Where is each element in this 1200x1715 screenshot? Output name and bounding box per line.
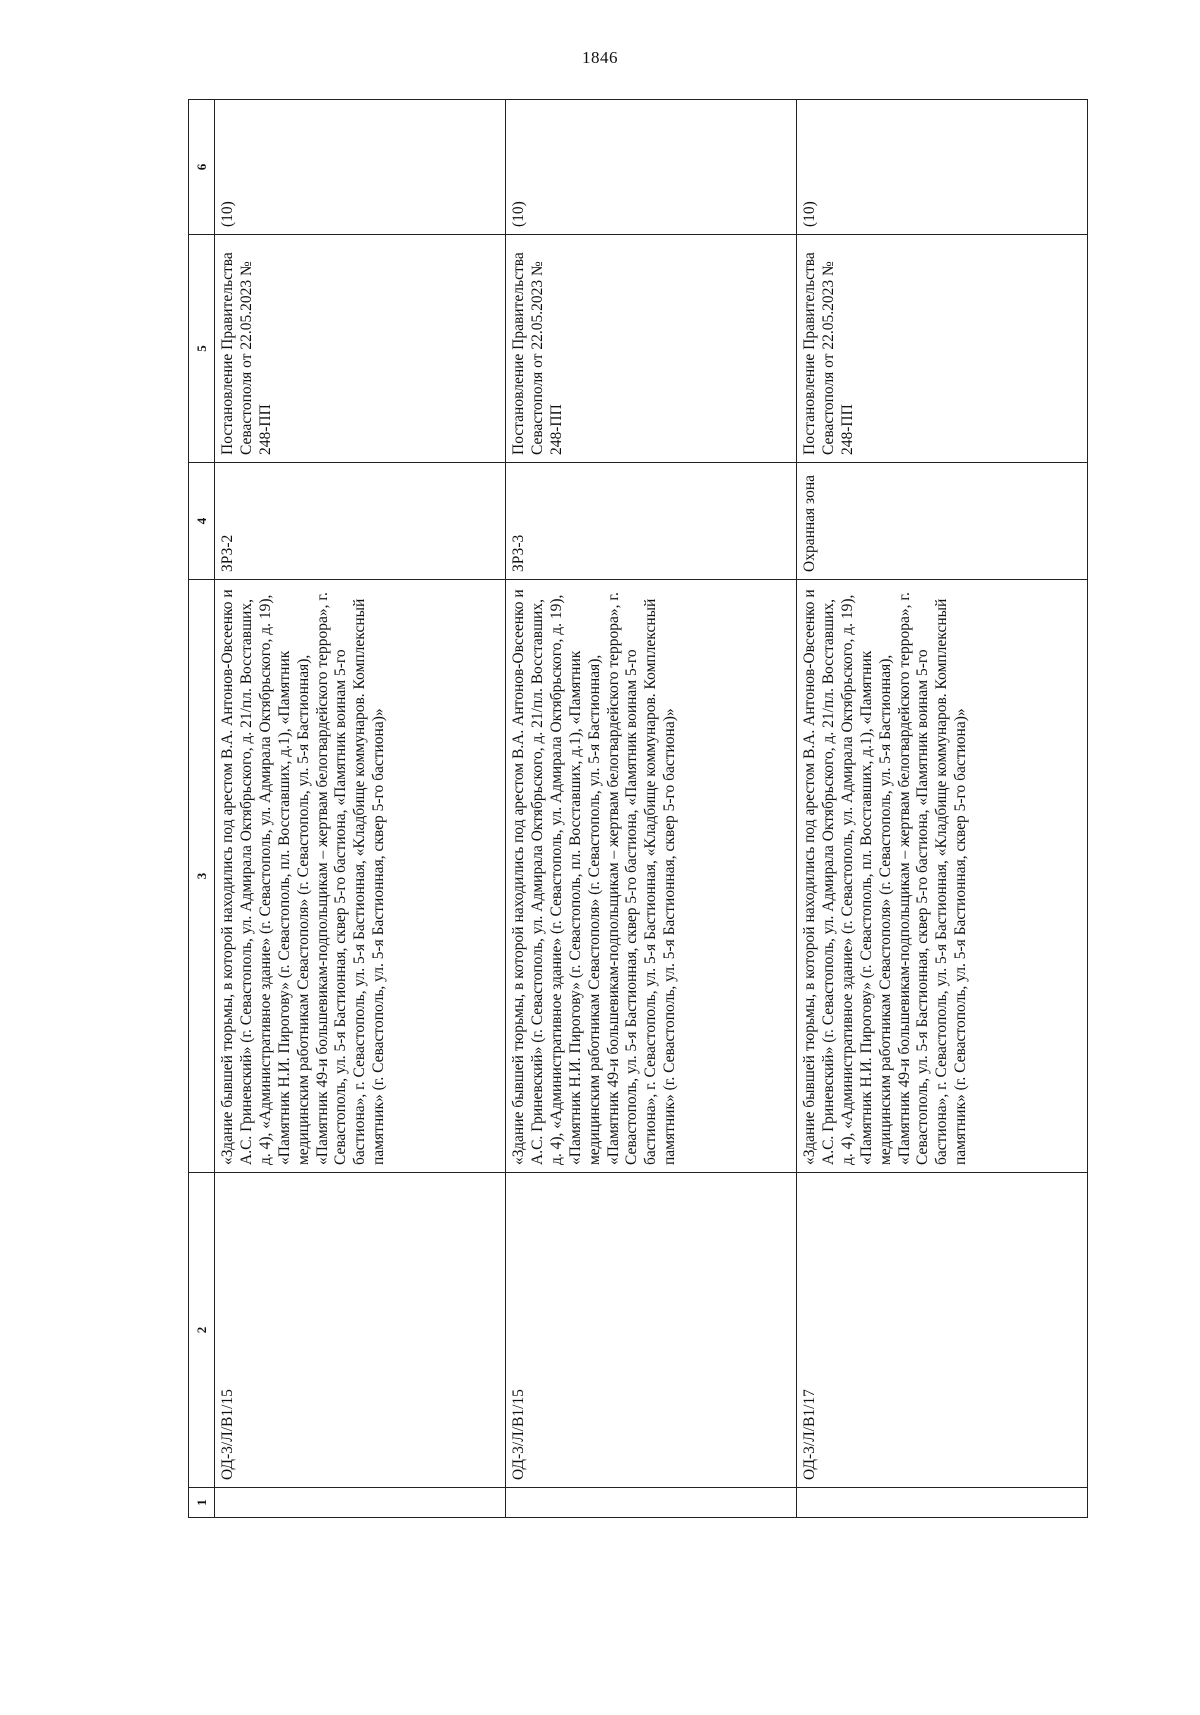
column-header: 2 [189, 1173, 215, 1488]
cell-document: Постановление Правительства Севастополя от 22.05.2023 № 248-ПП [215, 235, 506, 463]
cell-description: «Здание бывшей тюрьмы, в которой находились под арестом В.А. Антонов-Овсеенко и А.С. Гриневский» (г. Севастополь, ул. Адмирала Октябрьского, д. 21/пл. Восставших, д. 4), «Административное здание» (г. Севастополь, ул. Адмирала Октябрьского, д. 19), «Памятник Н.И. Пирогову» (г. Севастополь, пл. Восставших, д.1), «Памятник медицинским работникам Севастополя» (г. Севастополь, ул. 5-я Бастионная), «Памятник 49-и большевикам-подпольщикам – жертвам белогвардейского террора», г. Севастополь, ул. 5-я Бастионная, сквер 5-го бастиона, «Памятник воинам 5-го бастиона», г. Севастополь, ул. 5-я Бастионная, «Кладбище коммунаров. Комплексный памятник» (г. Севастополь, ул. 5-я Бастионная, сквер 5-го бастиона)» [506, 580, 797, 1173]
cell-note: (10) [506, 100, 797, 235]
cell-code: ОД-3/Л/В1/15 [215, 1173, 506, 1488]
header-row [189, 100, 215, 1518]
column-header: 5 [189, 235, 215, 463]
column-header: 4 [189, 463, 215, 580]
cell-zone: ЗРЗ-3 [506, 463, 797, 580]
cell-code: ОД-3/Л/В1/15 [506, 1173, 797, 1488]
cell-description: «Здание бывшей тюрьмы, в которой находились под арестом В.А. Антонов-Овсеенко и А.С. Гриневский» (г. Севастополь, ул. Адмирала Октябрьского, д. 21/пл. Восставших, д. 4), «Административное здание» (г. Севастополь, ул. Адмирала Октябрьского, д. 19), «Памятник Н.И. Пирогову» (г. Севастополь, пл. Восставших, д.1), «Памятник медицинским работникам Севастополя» (г. Севастополь, ул. 5-я Бастионная), «Памятник 49-и большевикам-подпольщикам – жертвам белогвардейского террора», г. Севастополь, ул. 5-я Бастионная, сквер 5-го бастиона, «Памятник воинам 5-го бастиона», г. Севастополь, ул. 5-я Бастионная, «Кладбище коммунаров. Комплексный памятник» (г. Севастополь, ул. 5-я Бастионная, сквер 5-го бастиона)» [215, 580, 506, 1173]
cell-col1 [797, 1488, 1088, 1518]
cell-code: ОД-3/Л/В1/17 [797, 1173, 1088, 1488]
cell-document: Постановление Правительства Севастополя от 22.05.2023 № 248-ПП [797, 235, 1088, 463]
cell-col1 [215, 1488, 506, 1518]
cell-document: Постановление Правительства Севастополя от 22.05.2023 № 248-ПП [506, 235, 797, 463]
table-row [506, 100, 797, 1518]
cell-note: (10) [797, 100, 1088, 235]
cell-description: «Здание бывшей тюрьмы, в которой находились под арестом В.А. Антонов-Овсеенко и А.С. Гриневский» (г. Севастополь, ул. Адмирала Октябрьского, д. 21/пл. Восставших, д. 4), «Административное здание» (г. Севастополь, ул. Адмирала Октябрьского, д. 19), «Памятник Н.И. Пирогову» (г. Севастополь, пл. Восставших, д.1), «Памятник медицинским работникам Севастополя» (г. Севастополь, ул. 5-я Бастионная), «Памятник 49-и большевикам-подпольщикам – жертвам белогвардейского террора», г. Севастополь, ул. 5-я Бастионная, сквер 5-го бастиона, «Памятник воинам 5-го бастиона», г. Севастополь, ул. 5-я Бастионная, «Кладбище коммунаров. Комплексный памятник» (г. Севастополь, ул. 5-я Бастионная, сквер 5-го бастиона)» [797, 580, 1088, 1173]
cell-col1 [506, 1488, 797, 1518]
page-number: 1846 [582, 48, 618, 67]
table-row [797, 100, 1088, 1518]
column-header: 3 [189, 580, 215, 1173]
table-row [215, 100, 506, 1518]
cell-zone: Охранная зона [797, 463, 1088, 580]
column-header: 6 [189, 100, 215, 235]
rotated-table-container [188, 100, 1088, 1518]
cell-note: (10) [215, 100, 506, 235]
registry-table [188, 99, 1088, 1518]
column-header: 1 [189, 1488, 215, 1518]
cell-zone: ЗРЗ-2 [215, 463, 506, 580]
